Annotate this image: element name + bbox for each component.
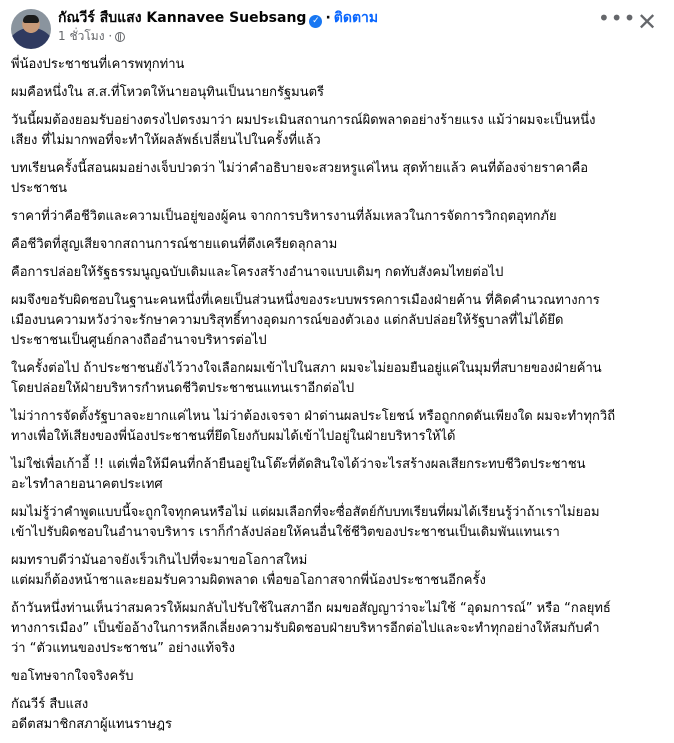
post-text-line: แต่ผมก็ต้องหน้าชาและยอมรับความผิดพลาด เพื่อขอโอกาสจากพี่น้องประชาชนอีกครั้ง	[11, 573, 486, 588]
post-paragraph	[11, 667, 661, 687]
post-text-line: โดยปล่อยให้ฝ่ายบริหารกำหนดชีวิตประชาชนแทนเราอีกต่อไป	[11, 381, 355, 396]
post-text-line: อดีตสมาชิกสภาผู้แทนราษฎร	[11, 717, 173, 732]
more-options-icon[interactable]: •••	[598, 6, 637, 30]
globe-icon	[115, 32, 125, 42]
post-text-line: เมืองบนความหวังว่าจะรักษาความบริสุทธิ์ทางอุดมการณ์ของตัวเอง แต่กลับปล่อยให้รัฐบาลที่ไม่ได้ยึด	[11, 313, 564, 328]
author-line	[58, 9, 378, 28]
post-paragraph	[11, 159, 661, 199]
post-text-line: ถ้าวันหนึ่งท่านเห็นว่าสมควรให้ผมกลับไปรับใช้ในสภาอีก ผมขอสัญญาว่าจะไม่ใช้ “อุดมการณ์” หรือ “กลยุทธ์	[11, 601, 611, 616]
post-text-line: คือการปล่อยให้รัฐธรรมนูญฉบับเดิมและโครงสร้างอำนาจแบบเดิมๆ กดทับสังคมไทยต่อไป	[11, 265, 504, 280]
post-paragraph	[11, 503, 661, 543]
post-text-line: ทางการเมือง” เป็นข้ออ้างในการหลีกเลี่ยงความรับผิดชอบฝ่ายบริหารอีกต่อไปและจะทำทุกอย่างให้สมกับคำ	[11, 621, 600, 636]
post-paragraph	[11, 111, 661, 151]
post-text-line: ประชาชนเป็นศูนย์กลางถืออำนาจบริหารต่อไป	[11, 333, 267, 348]
close-icon[interactable]: ✕	[636, 8, 658, 36]
post-text-line: ขอโทษจากใจจริงครับ	[11, 669, 134, 684]
post-text-line: อะไรทำลายอนาคตประเทศ	[11, 477, 163, 492]
separator-dot: ·	[325, 10, 331, 26]
post-text-line: ผมคือหนึ่งใน ส.ส.ที่โหวตให้นายอนุทินเป็นนายกรัฐมนตรี	[11, 85, 325, 100]
post-meta	[58, 29, 125, 43]
post-text-line: ไม่ว่าการจัดตั้งรัฐบาลจะยากแค่ไหน ไม่ว่าต้องเจรจา ฝ่าด่านผลประโยชน์ หรือถูกกดดันเพียงใด ผมจะทำทุกวิถี	[11, 409, 616, 424]
post-paragraph	[11, 359, 661, 399]
post-text-line: ในครั้งต่อไป ถ้าประชาชนยังไว้วางใจเลือกผมเข้าไปในสภา ผมจะไม่ยอมยืนอยู่แค่ในมุมที่สบายของฝ่ายค้าน	[11, 361, 602, 376]
post-timestamp[interactable]: 1 ชั่วโมง	[58, 29, 105, 43]
post-paragraph	[11, 695, 661, 735]
post-text-line: ผมทราบดีว่ามันอาจยังเร็วเกินไปที่จะมาขอโอกาสใหม่	[11, 553, 308, 568]
post-body	[11, 55, 661, 743]
post-paragraph	[11, 263, 661, 283]
post-text-line: พี่น้องประชาชนที่เคารพทุกท่าน	[11, 57, 185, 72]
post-paragraph	[11, 599, 661, 659]
post-paragraph	[11, 291, 661, 351]
post-text-line: บทเรียนครั้งนี้สอนผมอย่างเจ็บปวดว่า ไม่ว่าคำอธิบายจะสวยหรูแค่ไหน สุดท้ายแล้ว คนที่ต้องจ่ายราคาคือ	[11, 161, 589, 176]
post-text-line: ผมจึงขอรับผิดชอบในฐานะคนหนึ่งที่เคยเป็นส่วนหนึ่งของระบบพรรคการเมืองฝ่ายค้าน ที่คิดคำนวณทางการ	[11, 293, 600, 308]
post-header	[0, 0, 674, 50]
post-paragraph	[11, 407, 661, 447]
post-text-line: เสียง ที่ไม่มากพอที่จะทำให้ผลลัพธ์เปลี่ยนไปในครั้งที่แล้ว	[11, 133, 321, 148]
post-text-line: ไม่ใช่เพื่อเก้าอี้ !! แต่เพื่อให้มีคนที่กล้ายืนอยู่ในโต๊ะที่ตัดสินใจได้ว่าจะไรสร้างผลเสียกระทบชีวิตประชาชน	[11, 457, 586, 472]
post-paragraph	[11, 55, 661, 75]
post-paragraph	[11, 83, 661, 103]
post-text-line: ทางเพื่อให้เสียงของพี่น้องประชาชนที่ยึดโยงกับผมได้เข้าไปอยู่ในฝ่ายบริหารให้ได้	[11, 429, 456, 444]
post-text-line: เข้าไปรับผิดชอบในอำนาจบริหาร เราก็กำลังปล่อยให้คนอื่นใช้ชีวิตของประชาชนเป็นเดิมพันแทนเรา	[11, 525, 560, 540]
post-text-line: คือชีวิตที่สูญเสียจากสถานการณ์ชายแดนที่ตึงเครียดลุกลาม	[11, 237, 338, 252]
avatar[interactable]	[11, 9, 51, 49]
post-text-line: ว่า “ตัวแทนของประชาชน” อย่างแท้จริง	[11, 641, 235, 656]
post-text-line: กัณวีร์ สืบแสง	[11, 697, 89, 712]
post-text-line: ประชาชน	[11, 181, 68, 196]
post-text-line: ผมไม่รู้ว่าคำพูดแบบนี้จะถูกใจทุกคนหรือไม่ แต่ผมเลือกที่จะซื่อสัตย์กับบทเรียนที่ผมได้เรียนรู้ว่าถ้าเราไม่ยอม	[11, 505, 600, 520]
post-text-line: วันนี้ผมต้องยอมรับอย่างตรงไปตรงมาว่า ผมประเมินสถานการณ์ผิดพลาดอย่างร้ายแรง แม้ว่าผมจะเป็นหนึ่ง	[11, 113, 596, 128]
post-text-line: ราคาที่ว่าคือชีวิตและความเป็นอยู่ของผู้คน จากการบริหารงานที่ล้มเหลวในการจัดการวิกฤตอุทกภัย	[11, 209, 557, 224]
post-paragraph	[11, 207, 661, 227]
post-paragraph	[11, 235, 661, 255]
post-paragraph	[11, 551, 661, 591]
post-paragraph	[11, 455, 661, 495]
verified-badge-icon: ✓	[309, 15, 322, 28]
follow-button[interactable]: ติดตาม	[333, 10, 379, 26]
author-name[interactable]: กัณวีร์ สืบแสง Kannavee Suebsang	[58, 10, 307, 26]
meta-separator: ·	[108, 29, 113, 43]
